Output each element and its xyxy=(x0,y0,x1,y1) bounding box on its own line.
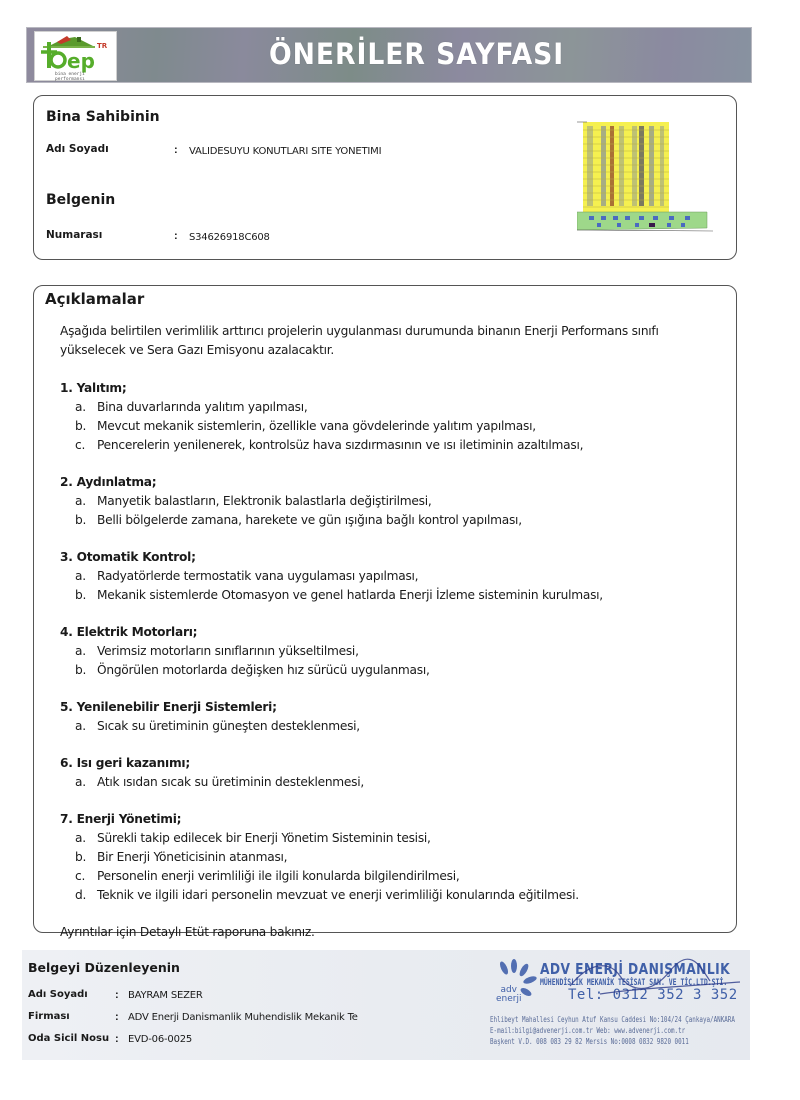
item-text: Verimsiz motorların sınıflarının yükseltilmesi, xyxy=(97,644,359,658)
section-heading: 4. Elektrik Motorları; xyxy=(60,625,198,639)
issuer-name-value: BAYRAM SEZER xyxy=(128,990,203,1001)
section-heading: 5. Yenilenebilir Enerji Sistemleri; xyxy=(60,700,277,714)
item-marker: b. xyxy=(75,850,87,864)
item-text: Pencerelerin yenilenerek, kontrolsüz hava sızdırmasının ve ısı iletiminin azaltılması, xyxy=(97,438,584,452)
descriptions-content xyxy=(60,322,720,942)
page-title: ÖNERİLER SAYFASI xyxy=(269,37,565,71)
intro-paragraph: Aşağıda belirtilen verimlilik arttırıcı projelerin uygulanması durumunda binanın Enerji Performans sınıfı yükselecek ve Sera Gazı Emisyonu azalacaktır. xyxy=(60,324,659,357)
recommendation-section xyxy=(60,548,720,605)
item-marker: a. xyxy=(75,775,86,789)
item-text: Teknik ve ilgili idari personelin mevzuat ve enerji verimliliği konularında eğitilmesi. xyxy=(97,888,579,902)
section-heading: 3. Otomatik Kontrol; xyxy=(60,550,196,564)
list-item xyxy=(60,492,720,511)
stamp-address: Ehlibeyt Mahallesi Ceyhun Atuf Kansu Caddesi No:104/24 Çankaya/ANKARA xyxy=(490,1014,735,1024)
list-item xyxy=(60,886,720,905)
item-text: Sıcak su üretiminin güneşten desteklenmesi, xyxy=(97,719,360,733)
item-text: Bir Enerji Yöneticisinin atanması, xyxy=(97,850,288,864)
item-text: Sürekli takip edilecek bir Enerji Yönetim Sisteminin tesisi, xyxy=(97,831,431,845)
stamp-tax-info: Başkent V.D. 008 083 29 82 Mersis No:0008 0832 9820 0011 xyxy=(490,1036,689,1046)
issuer-name-label: Adı Soyadı xyxy=(28,989,88,1000)
svg-text:ep: ep xyxy=(67,49,95,73)
stamp-contact: E-mail:bilgi@advenerji.com.tr Web: www.advenerji.com.tr xyxy=(490,1025,686,1035)
list-item xyxy=(60,511,720,530)
section-heading: 1. Yalıtım; xyxy=(60,381,127,395)
issuer-panel xyxy=(22,950,750,1060)
item-text: Mevcut mekanik sistemlerin, özellikle vana gövdelerinde yalıtım yapılması, xyxy=(97,419,536,433)
building-facade-icon xyxy=(577,118,713,236)
recommendation-section xyxy=(60,698,720,736)
item-marker: a. xyxy=(75,719,86,733)
issuer-company-label: Firması xyxy=(28,1011,70,1022)
colon: : xyxy=(115,1033,119,1045)
colon: : xyxy=(174,230,178,242)
list-item xyxy=(60,436,720,455)
issuer-company-value: ADV Enerji Danismanlik Muhendislik Mekanik Te xyxy=(128,1012,358,1023)
list-item xyxy=(60,717,720,736)
item-text: Mekanik sistemlerde Otomasyon ve genel hatlarda Enerji İzleme sisteminin kurulması, xyxy=(97,588,603,602)
item-marker: b. xyxy=(75,513,87,527)
list-item xyxy=(60,867,720,886)
list-item xyxy=(60,586,720,605)
list-item xyxy=(60,567,720,586)
item-marker: c. xyxy=(75,869,86,883)
company-stamp xyxy=(490,956,750,1056)
list-item xyxy=(60,773,720,792)
colon: : xyxy=(115,989,119,1001)
item-marker: b. xyxy=(75,419,87,433)
svg-text:performansı: performansı xyxy=(55,77,85,82)
recommendation-section xyxy=(60,473,720,530)
svg-text:bina enerji: bina enerji xyxy=(55,72,85,77)
item-text: Bina duvarlarında yalıtım yapılması, xyxy=(97,400,308,414)
colon: : xyxy=(115,1011,119,1023)
recommendation-section xyxy=(60,754,720,792)
item-marker: a. xyxy=(75,644,86,658)
certificate-number-value: S34626918C608 xyxy=(189,232,270,243)
item-marker: b. xyxy=(75,588,87,602)
issuer-registry-label: Oda Sicil Nosu xyxy=(28,1033,110,1044)
item-text: Atık ısıdan sıcak su üretiminin desteklenmesi, xyxy=(97,775,365,789)
colon: : xyxy=(174,144,178,156)
section-heading: 2. Aydınlatma; xyxy=(60,475,157,489)
item-text: Belli bölgelerde zamana, harekete ve gün ışığına bağlı kontrol yapılması, xyxy=(97,513,522,527)
recommendation-section xyxy=(60,623,720,680)
item-marker: b. xyxy=(75,663,87,677)
owner-section-title: Bina Sahibinin xyxy=(46,109,160,125)
svg-text:TR: TR xyxy=(97,42,108,50)
recommendation-section xyxy=(60,810,720,905)
issuer-section-title: Belgeyi Düzenleyenin xyxy=(28,960,180,975)
recommendation-section xyxy=(60,379,720,455)
stamp-brand xyxy=(496,986,521,1004)
signature-icon xyxy=(550,956,750,1006)
list-item xyxy=(60,417,720,436)
item-marker: a. xyxy=(75,831,86,845)
descriptions-title: Açıklamalar xyxy=(45,290,145,308)
stamp-brand-line: enerji xyxy=(496,994,522,1004)
item-text: Radyatörlerde termostatik vana uygulaması yapılması, xyxy=(97,569,419,583)
item-marker: d. xyxy=(75,888,87,902)
certificate-number-label: Numarası xyxy=(46,229,103,241)
stamp-company-name: ADV ENERJİ DANIŞMANLIK xyxy=(540,960,731,978)
list-item xyxy=(60,661,720,680)
item-marker: a. xyxy=(75,569,86,583)
stamp-company-subtitle: MÜHENDİSLİK MEKANİK TESİSAT SAN. VE TİC.LTD.ŞTİ. xyxy=(540,978,728,988)
item-text: Personelin enerji verimliliği ile ilgili konularda bilgilendirilmesi, xyxy=(97,869,460,883)
building-image xyxy=(577,118,713,236)
stamp-telephone: Tel: 0312 352 3 352 xyxy=(568,987,738,1003)
stamp-brand-line: adv xyxy=(500,985,518,995)
item-marker: a. xyxy=(75,400,86,414)
certificate-section-title: Belgenin xyxy=(46,192,116,208)
section-heading: 7. Enerji Yönetimi; xyxy=(60,812,182,826)
owner-name-value: VALIDESUYU KONUTLARI SITE YONETIMI xyxy=(189,146,382,157)
closing-note: Ayrıntılar için Detaylı Etüt raporuna bakınız. xyxy=(60,925,315,939)
owner-info-panel xyxy=(33,95,737,260)
item-marker: a. xyxy=(75,494,86,508)
issuer-registry-value: EVD-06-0025 xyxy=(128,1034,193,1045)
page-header xyxy=(26,27,752,83)
item-marker: c. xyxy=(75,438,86,452)
list-item xyxy=(60,848,720,867)
owner-name-label: Adı Soyadı xyxy=(46,143,109,155)
item-text: Manyetik balastların, Elektronik balastlarla değiştirilmesi, xyxy=(97,494,432,508)
item-text: Öngörülen motorlarda değişken hız sürücü uygulanması, xyxy=(97,663,430,677)
descriptions-panel xyxy=(33,285,737,939)
list-item xyxy=(60,829,720,848)
section-heading: 6. Isı geri kazanımı; xyxy=(60,756,190,770)
list-item xyxy=(60,642,720,661)
list-item xyxy=(60,398,720,417)
